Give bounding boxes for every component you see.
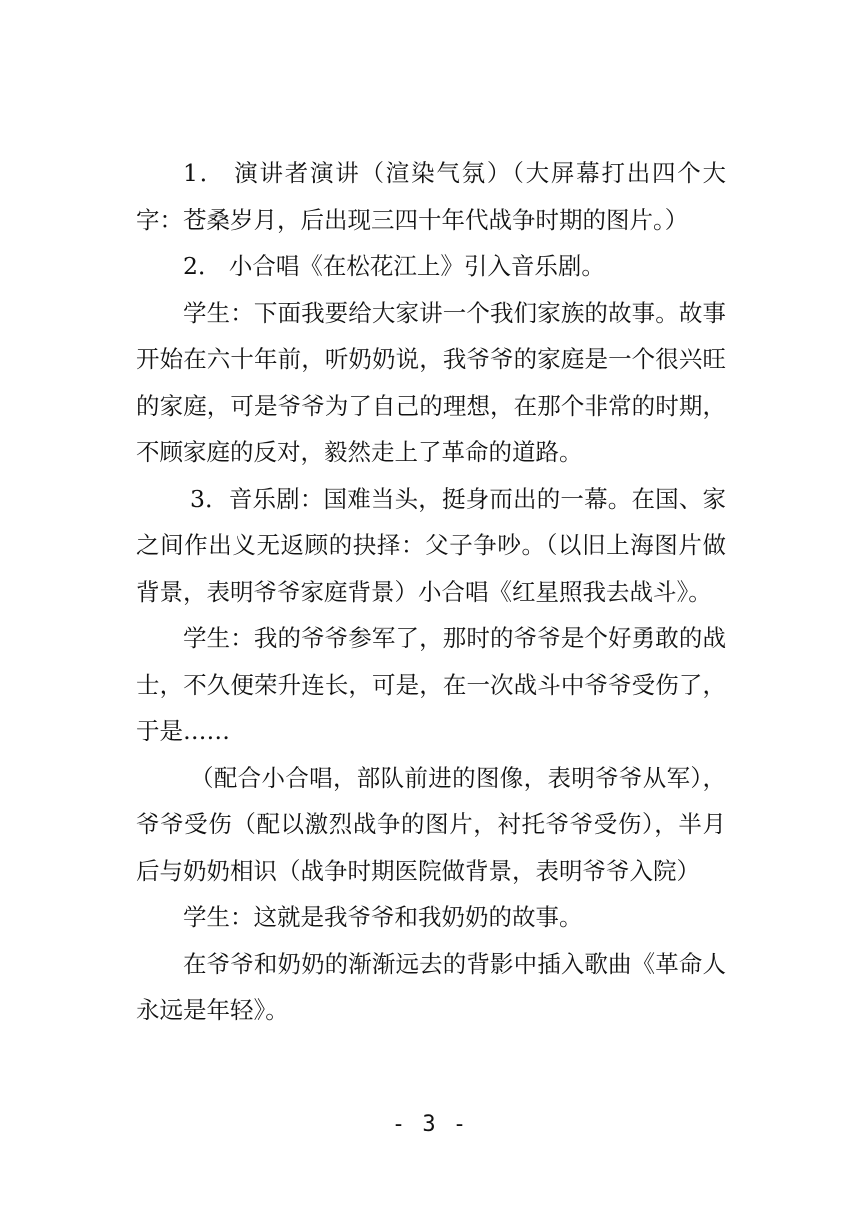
- paragraph-closing-song: 在爷爷和奶奶的渐渐远去的背影中插入歌曲《革命人永远是年轻》。: [136, 949, 726, 1024]
- paragraph-musical-scene: 3．音乐剧：国难当头，挺身而出的一幕。在国、家之间作出义无返顾的抉择：父子争吵。（以旧上海图片做背景，表明爷爷家庭背景）小合唱《红星照我去战斗》。: [136, 484, 726, 606]
- paragraph-student-story-end: 学生：这就是我爷爷和我奶奶的故事。: [183, 903, 583, 931]
- paragraph-student-family-story: 学生：下面我要给大家讲一个我们家族的故事。故事开始在六十年前，听奶奶说，我爷爷的家庭是一个很兴旺的家庭，可是爷爷为了自己的理想，在那个非常的时期，不顾家庭的反对，毅然走上了革命的道路。: [136, 298, 726, 466]
- paragraph-chorus-songhua-river: 2． 小合唱《在松花江上》引入音乐剧。: [183, 252, 605, 280]
- paragraph-speech: 1． 演讲者演讲（渲染气氛）（大屏幕打出四个大字：苍桑岁月，后出现三四十年代战争时期的图片。）: [136, 159, 726, 234]
- page-number: - 3 -: [391, 1112, 469, 1137]
- paragraph-student-grandfather-enlisted: 学生：我的爷爷参军了，那时的爷爷是个好勇敢的战士，不久便荣升连长，可是，在一次战斗中爷爷受伤了，于是……: [136, 624, 726, 745]
- document-body: [136, 150, 726, 1034]
- paragraph-stage-directions: （配合小合唱，部队前进的图像，表明爷爷从军），爷爷受伤（配以激烈战争的图片，衬托爷爷受伤），半月后与奶奶相识（战争时期医院做背景，表明爷爷入院）: [136, 763, 726, 885]
